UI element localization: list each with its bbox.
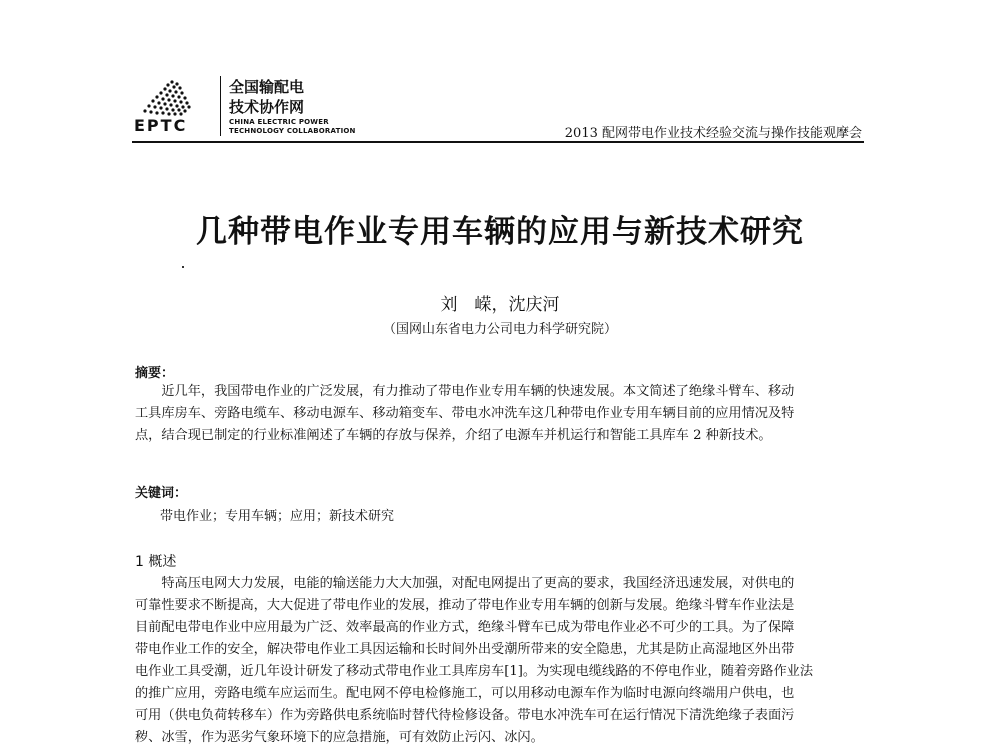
affiliation: （国网山东省电力公司电力科学研究院） (382, 322, 617, 337)
body-line: 可靠性要求不断提高，大大促进了带电作业的发展，推动了带电作业专用车辆的创新与发展。绝缘斗臂车作业法是 (135, 598, 795, 613)
paper-title: 几种带电作业专用车辆的应用与新技术研究 (196, 214, 804, 250)
logo-mark-text: EPTC (134, 116, 188, 134)
body-line: 目前配电带电作业中应用最为广泛、效率最高的作业方式，绝缘斗臂车已成为带电作业必不可少的工具。为了保障 (135, 620, 795, 635)
abstract-body (135, 381, 860, 447)
body-line: 秽、冰雪，作为恶劣气象环境下的应急措施，可有效防止污闪、冰闪。 (135, 730, 544, 745)
authors: 刘 嵘，沈庆河 (440, 295, 560, 315)
body-line: 电作业工具受潮，近几年设计研发了移动式带电作业工具库房车[1]。为实现电缆线路的不停电作业，随着旁路作业法 (135, 664, 814, 679)
logo-divider (220, 76, 221, 136)
eptc-logo-icon (132, 76, 214, 134)
abstract-line: 近几年，我国带电作业的广泛发展，有力推动了带电作业专用车辆的快速发展。本文简述了绝缘斗臂车、移动 (135, 384, 795, 399)
abstract-line: 点，结合现已制定的行业标准阐述了车辆的存放与保养，介绍了电源车并机运行和智能工具库车 2 种新技术。 (135, 428, 772, 443)
abstract-label: 摘要： (135, 366, 175, 381)
speck (182, 266, 184, 268)
logo-cn-line2: 技术协作网 (229, 98, 305, 116)
abstract-line: 工具库房车、旁路电缆车、移动电源车、移动箱变车、带电水冲洗车这几种带电作业专用车辆目前的应用情况及特 (135, 406, 795, 421)
body-line: 特高压电网大力发展，电能的输送能力大大加强，对配电网提出了更高的要求，我国经济迅速发展，对供电的 (135, 576, 795, 591)
logo-en-line1: CHINA ELECTRIC POWER (229, 118, 329, 126)
logo-cn-line1: 全国输配电 (229, 78, 305, 96)
logo-en-line2: TECHNOLOGY COLLABORATION (229, 127, 356, 135)
keywords-label: 关键词： (135, 486, 188, 501)
section-body (135, 573, 860, 749)
keywords-text: 带电作业；专用车辆；应用；新技术研究 (160, 509, 395, 524)
body-line: 的推广应用，旁路电缆车应运而生。配电网不停电检修施工，可以用移动电源车作为临时电源向终端用户供电，也 (135, 686, 795, 701)
body-line: 可用（供电负荷转移车）作为旁路供电系统临时替代待检修设备。带电水冲洗车可在运行情况下清洗绝缘子表面污 (135, 708, 795, 723)
conference-name: 2013 配网带电作业技术经验交流与操作技能观摩会 (564, 126, 862, 141)
section-heading: 1 概述 (135, 554, 177, 570)
page-header (132, 76, 862, 141)
body-line: 带电作业工作的安全，解决带电作业工具因运输和长时间外出受潮所带来的安全隐患，尤其是防止高湿地区外出带 (135, 642, 795, 657)
header-rule (132, 141, 864, 143)
